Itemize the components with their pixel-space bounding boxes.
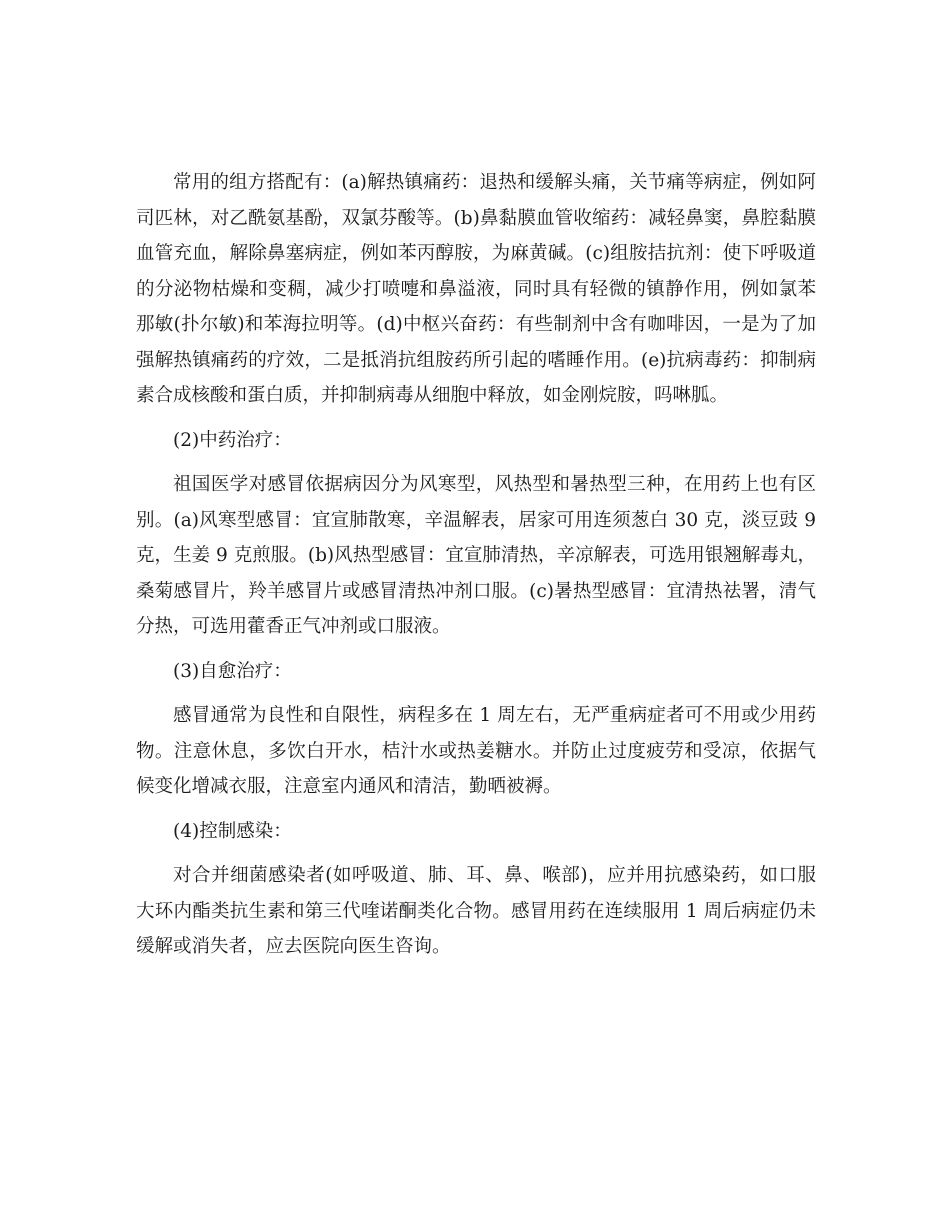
paragraph-self-healing: 感冒通常为良性和自限性，病程多在 1 周左右，无严重病症者可不用或少用药物。注意休息，多饮白开水，桔汁水或热姜糖水。并防止过度疲劳和受凉，依据气候变化增减衣服，注意室内通风和清洁，勤晒被褥。 — [136, 705, 816, 797]
heading-self-healing: (3)自愈治疗： — [173, 660, 292, 682]
heading-tcm-treatment: (2)中药治疗： — [173, 429, 292, 451]
paragraph-tcm-treatment: 祖国医学对感冒依据病因分为风寒型，风热型和暑热型三种，在用药上也有区别。(a)风寒型感冒：宜宣肺散寒，辛温解表，居家可用连须葱白 30 克，淡豆豉 9 克，生姜 9 克煎服。(b)风热型感冒：宜宣肺清热，辛凉解表，可选用银翘解毒丸，桑菊感冒片，羚羊感冒片或感冒清热冲剂口服。(c)暑热型感冒：宜清热祛署，清气分热，可选用藿香正气冲剂或口服液。 — [136, 474, 816, 637]
heading-infection-control: (4)控制感染： — [173, 820, 292, 842]
paragraph-combination-drugs: 常用的组方搭配有：(a)解热镇痛药：退热和缓解头痛，关节痛等病症，例如阿司匹林，对乙酰氨基酚，双氯芬酸等。(b)鼻黏膜血管收缩药：减轻鼻窦，鼻腔黏膜血管充血，解除鼻塞病症，例如苯丙醇胺，为麻黄碱。(c)组胺拮抗剂：使下呼吸道的分泌物枯燥和变稠，减少打喷嚏和鼻溢液，同时具有轻微的镇静作用，例如氯苯那敏(扑尔敏)和苯海拉明等。(d)中枢兴奋药：有些制剂中含有咖啡因，一是为了加强解热镇痛药的疗效，二是抵消抗组胺药所引起的嗜睡作用。(e)抗病毒药：抑制病素合成核酸和蛋白质，并抑制病毒从细胞中释放，如金刚烷胺，吗啉胍。 — [136, 172, 816, 406]
paragraph-infection-control: 对合并细菌感染者(如呼吸道、肺、耳、鼻、喉部)，应并用抗感染药，如口服大环内酯类抗生素和第三代喹诺酮类化合物。感冒用药在连续服用 1 周后病症仍未缓解或消失者，应去医院向医生咨询。 — [136, 865, 816, 957]
document-page — [136, 165, 816, 974]
